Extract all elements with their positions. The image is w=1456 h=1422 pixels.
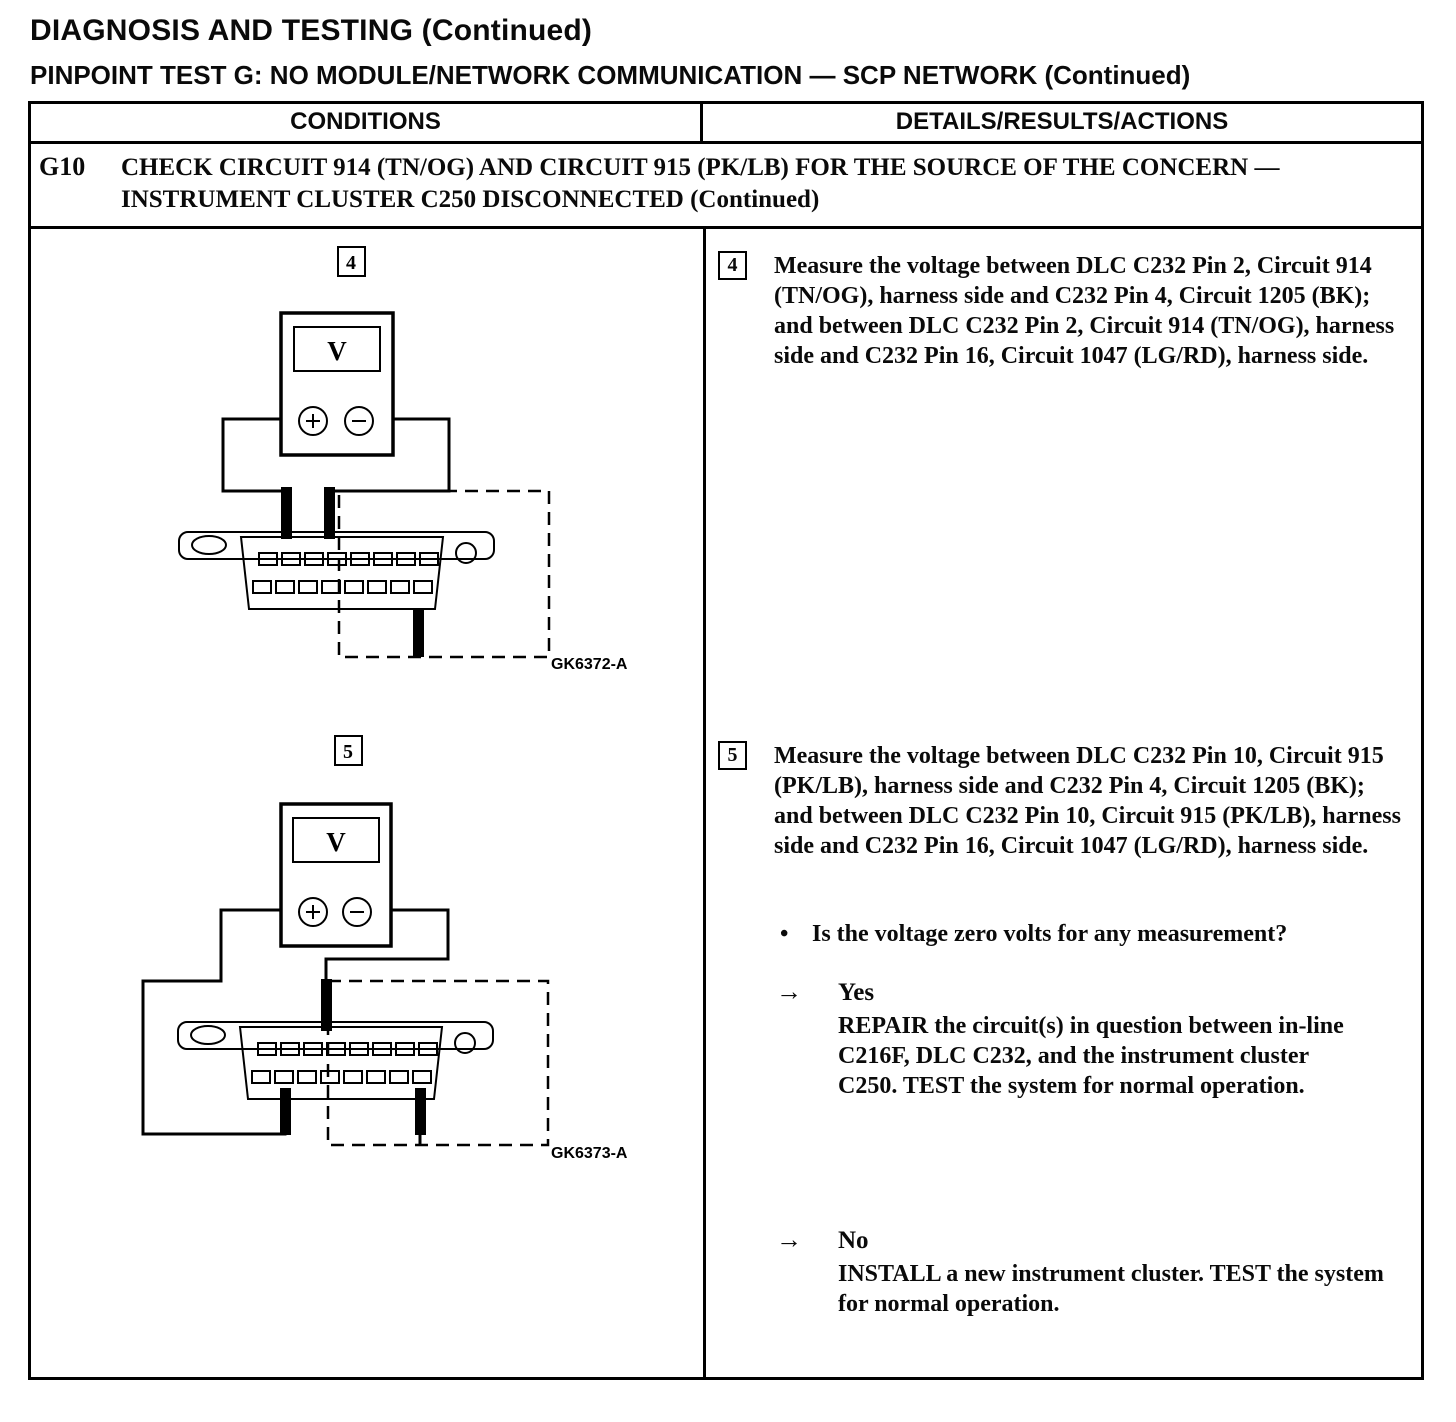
dlc-connector-icon: [179, 532, 494, 609]
step-4-badge: [338, 247, 365, 276]
step-5-badge: [335, 736, 362, 765]
figure-code: GK6373-A: [551, 1145, 628, 1162]
voltmeter-icon: [281, 804, 391, 946]
table-header-row: [31, 104, 1421, 144]
figure-code: GK6372-A: [551, 656, 628, 673]
result-no-label: No: [838, 1227, 869, 1254]
test-step-id: G10: [39, 152, 86, 181]
column-header-conditions: CONDITIONS: [31, 104, 703, 141]
table-body-row: [31, 229, 1421, 1377]
test-question: Is the voltage zero volts for any measurement?: [812, 921, 1288, 947]
pinpoint-test-table: [28, 101, 1424, 1380]
step-5-number: 5: [718, 741, 747, 770]
page-title: DIAGNOSIS AND TESTING (Continued): [30, 14, 593, 47]
step-4-instruction: Measure the voltage between DLC C232 Pin 2, Circuit 914 (TN/OG), harness side and C232 Pin 4, Circuit 1205 (BK); and between DLC C232 Pin 2, Circuit 914 (TN/OG), harness side and C232 Pin 16, Circuit 1047 (LG/RD), harness side.: [774, 253, 1395, 369]
step-5-instruction: Measure the voltage between DLC C232 Pin 10, Circuit 915 (PK/LB), harness side and C232 Pin 4, Circuit 1205 (BK); and between DLC C232 Pin 10, Circuit 915 (PK/LB), harness side and C232 Pin 16, Circuit 1047 (LG/RD), harness side.: [774, 743, 1401, 859]
result-no-action: INSTALL a new instrument cluster. TEST the system for normal operation.: [838, 1261, 1384, 1317]
test-step-description: CHECK CIRCUIT 914 (TN/OG) AND CIRCUIT 915 (PK/LB) FOR THE SOURCE OF THE CONCERN — INSTRUMENT CLUSTER C250 DISCONNECTED (Continued): [121, 154, 1280, 213]
column-header-details: DETAILS/RESULTS/ACTIONS: [895, 108, 1229, 135]
voltmeter-dlc-diagram-step5: [133, 731, 658, 1176]
no-arrow-icon: →: [776, 1225, 802, 1254]
conditions-cell: [31, 229, 703, 1377]
test-probe-icons: [281, 487, 424, 657]
test-step-header-row: [31, 144, 1421, 229]
result-yes-label: Yes: [838, 979, 875, 1006]
bullet-marker: •: [780, 921, 789, 947]
voltmeter-icon: [281, 313, 393, 455]
svg-text:V: V: [327, 336, 347, 366]
test-probe-icons: [280, 979, 426, 1135]
voltmeter-dlc-diagram-step4: [141, 241, 666, 686]
step-4-number: 4: [718, 251, 747, 280]
page-subtitle: PINPOINT TEST G: NO MODULE/NETWORK COMMUNICATION — SCP NETWORK (Continued): [30, 60, 1191, 90]
result-yes-action: REPAIR the circuit(s) in question between in-line C216F, DLC C232, and the instrument cluster C250. TEST the system for normal operation.: [838, 1013, 1344, 1099]
svg-text:5: 5: [343, 741, 353, 763]
svg-text:V: V: [326, 827, 346, 857]
yes-arrow-icon: →: [776, 977, 802, 1006]
dashed-harness-outline: [339, 491, 549, 657]
svg-text:4: 4: [346, 252, 356, 274]
dlc-connector-icon: [178, 1022, 493, 1099]
details-cell: [703, 229, 1421, 1377]
